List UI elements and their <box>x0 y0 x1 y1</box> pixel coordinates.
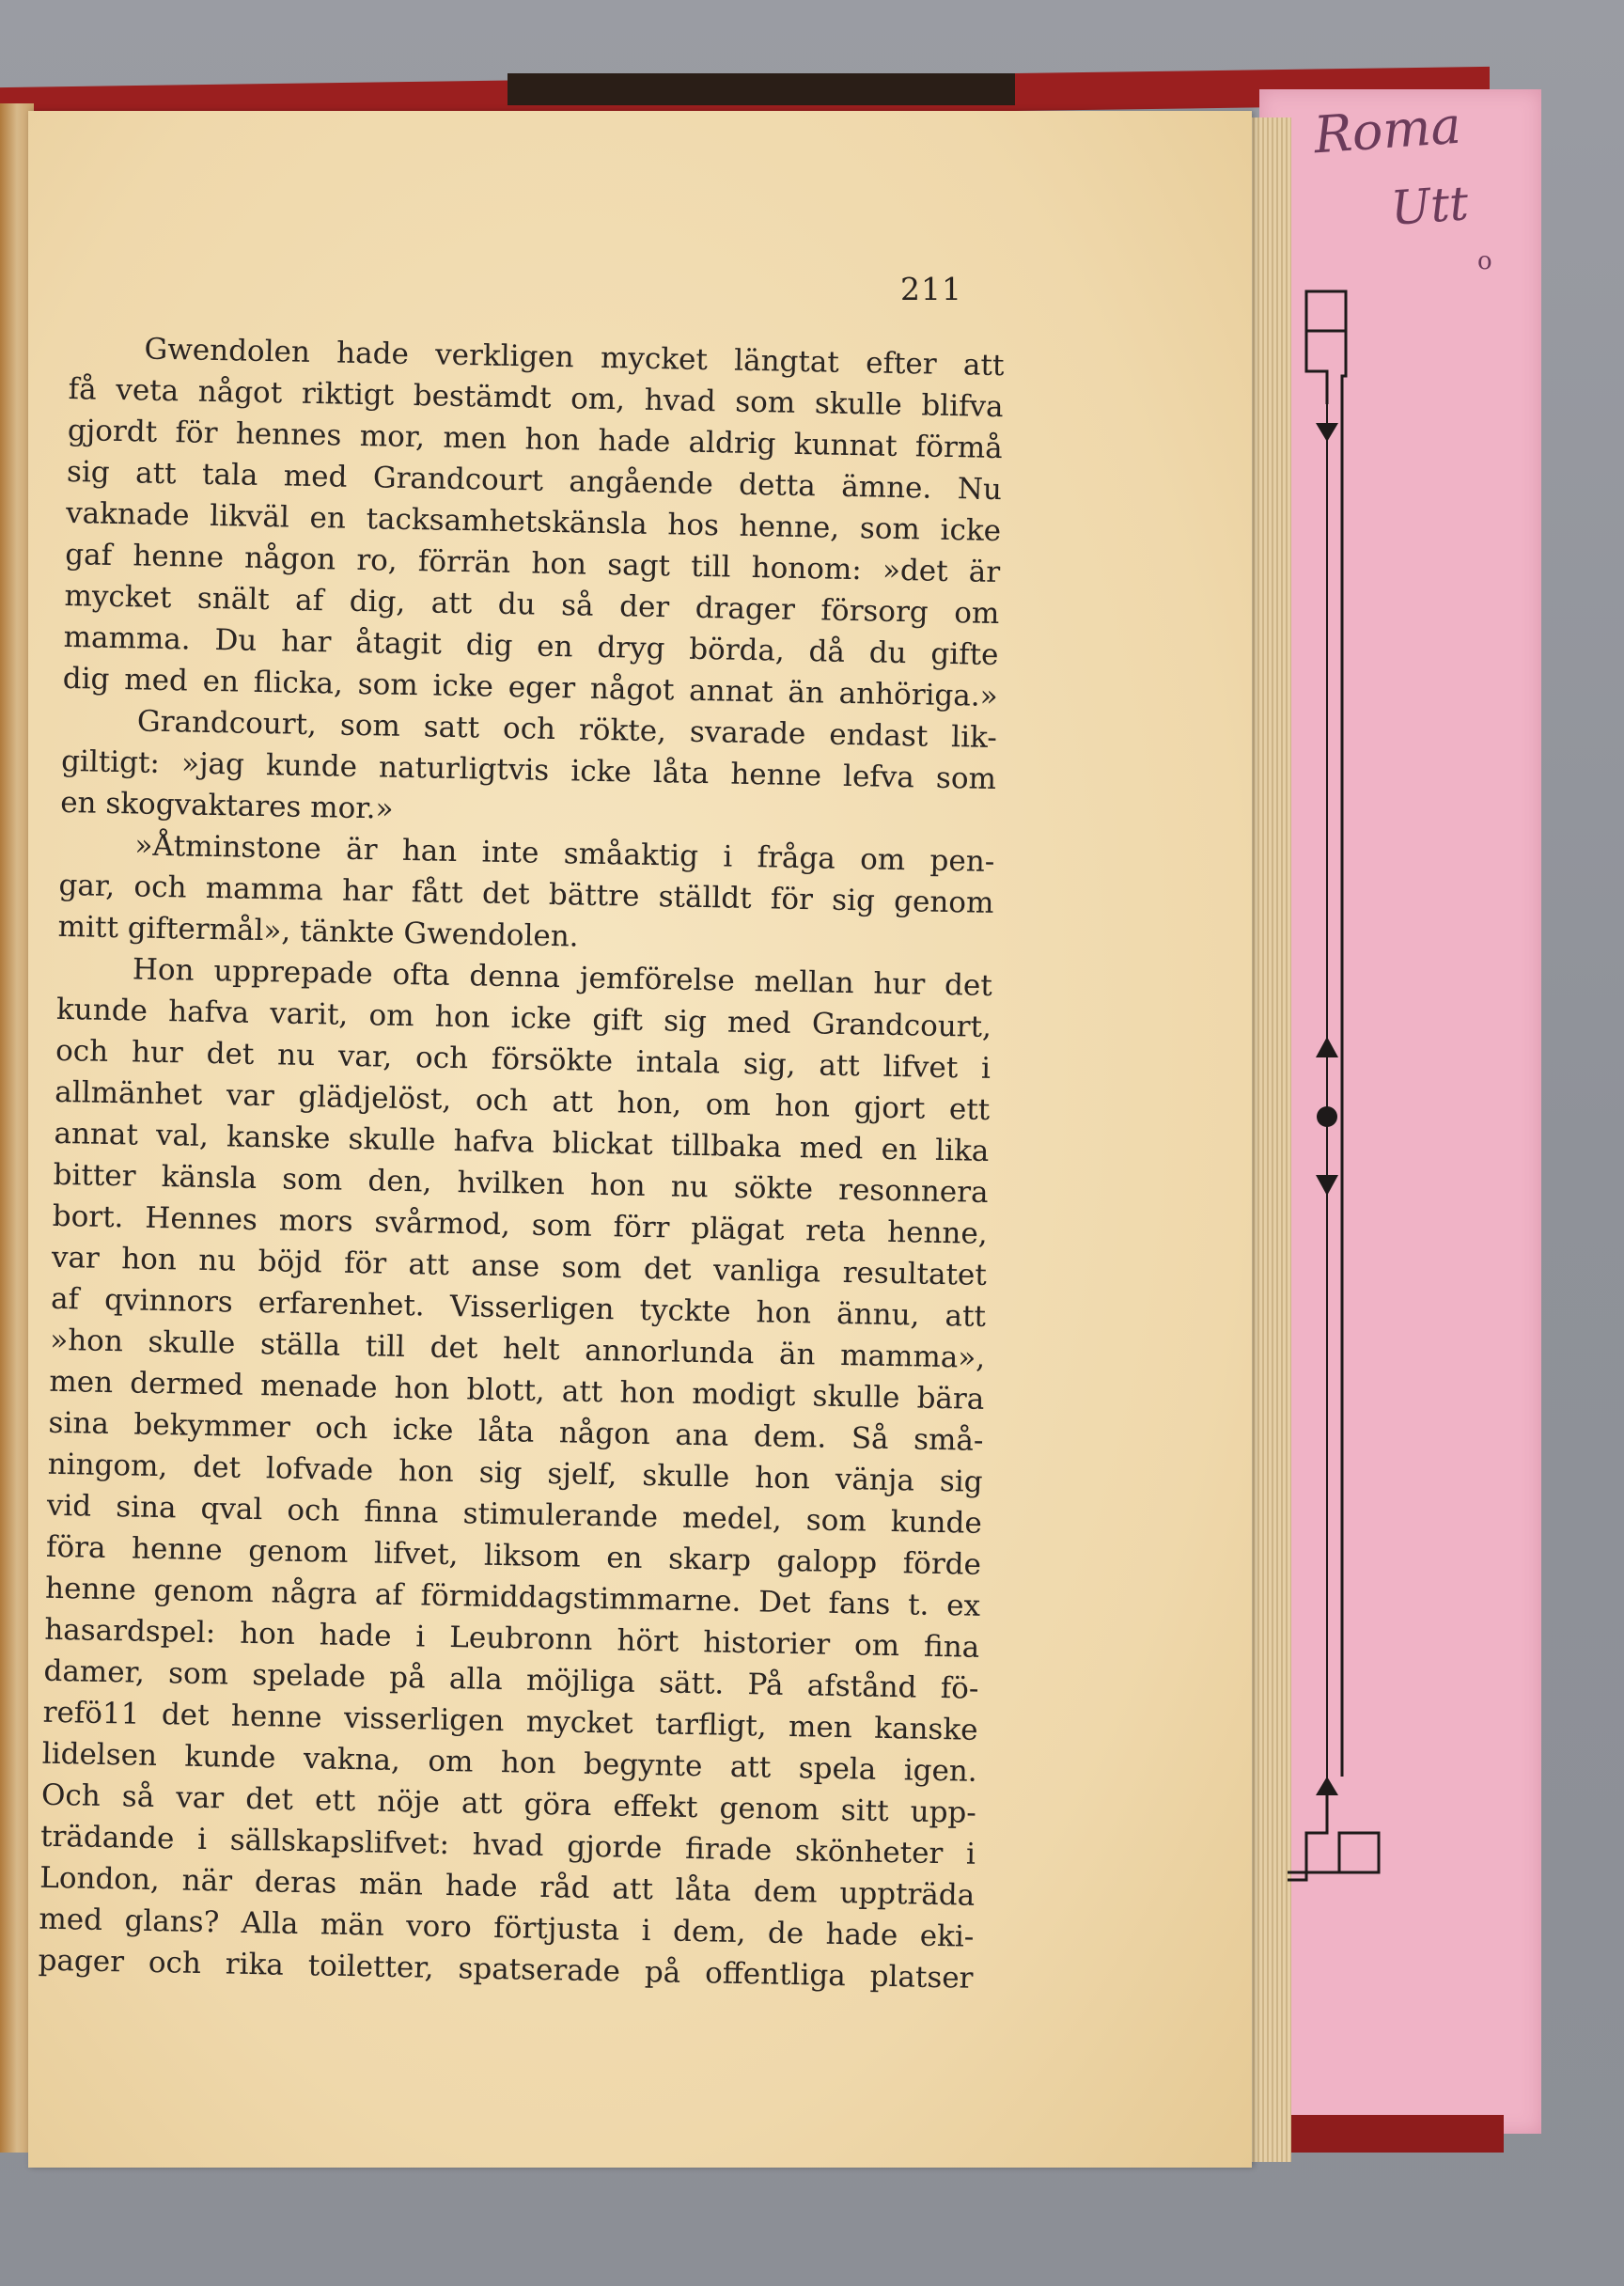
text-line: London, när deras män hade råd att låta dem uppträda <box>39 1860 976 1913</box>
text-line: allmänhet var glädjelöst, och att hon, om hon gjort ett <box>55 1074 991 1127</box>
text-line: Gwendolen hade verkligen mycket längtat efter att <box>144 332 1005 384</box>
arrow-up-icon <box>1316 1037 1338 1057</box>
diagram-top-line <box>1306 331 1327 404</box>
text-line: »hon skulle ställa till det helt annorlunda än mamma», <box>49 1323 986 1375</box>
text-line: föra henne genom lifvet, liksom en skarp galopp förde <box>45 1529 982 1582</box>
text-line: annat val, kanske skulle hafva blickat tillbaka med en lika <box>54 1116 990 1168</box>
text-line: Grandcourt, som satt och rökte, svarade endast lik- <box>136 704 998 756</box>
diagram-right-line <box>1342 331 1346 1777</box>
text-line: mycket snält af dig, att du så der drager försorg om <box>64 578 1000 632</box>
book-spine-dark <box>508 73 1015 105</box>
diagram-bottom-line <box>1288 1786 1327 1880</box>
handwriting-title: Roma <box>1311 95 1463 165</box>
text-line: med glans? Alla män voro förtjusta i dem, de hade eki- <box>39 1902 975 1954</box>
text-line: mitt giftermål», tänkte Gwendolen. <box>57 909 579 954</box>
text-line: damer, som spelade på alla möjliga sätt. På afstånd fö- <box>43 1653 979 1706</box>
text-line: refö11 det henne visserligen mycket tarfligt, men kanske <box>42 1695 978 1747</box>
text-line: dig med en flicka, som icke eger något annat än anhöriga.» <box>62 661 998 714</box>
text-line: gaf henne någon ro, förrän hon sagt till honom: »det är <box>65 537 1001 590</box>
book-cover-bottom <box>1278 2115 1504 2153</box>
text-line: Och så var det ett nöje att göra effekt genom sitt upp- <box>40 1777 977 1830</box>
dot-icon <box>1317 1106 1337 1127</box>
body-text <box>38 327 1005 1999</box>
text-line: hasardspel: hon hade i Leubronn hört historier om fina <box>44 1612 980 1665</box>
text-line: en skogvaktares mor.» <box>59 785 394 826</box>
handwriting-mark: o <box>1477 247 1492 275</box>
insert-diagram <box>1288 282 1419 1974</box>
arrow-up-icon <box>1316 1777 1338 1795</box>
text-line: bort. Hennes mors svårmod, som förr plägat reta henne, <box>52 1198 989 1251</box>
text-line: sig att tala med Grandcourt angående detta ämne. Nu <box>66 454 1003 508</box>
text-line: och hur det nu var, och försökte intala sig, att lifvet i <box>55 1033 992 1086</box>
diagram-bottom-box <box>1339 1833 1379 1872</box>
text-line: men dermed menade hon blott, att hon modigt skulle bära <box>49 1364 985 1417</box>
arrow-down-icon <box>1316 423 1338 442</box>
text-line: giltigt: »jag kunde naturligtvis icke låta henne lefva som <box>60 744 997 797</box>
arrow-down-icon <box>1316 1175 1338 1196</box>
text-line: kunde hafva varit, om hon icke gift sig med Grandcourt, <box>55 992 992 1044</box>
handwriting-subtitle: Utt <box>1389 176 1471 236</box>
text-line: vaknade likväl en tacksamhetskänsla hos henne, som icke <box>65 495 1002 549</box>
text-line: »Åtminstone är han inte småaktig i fråga om pen- <box>134 828 995 879</box>
text-line: vid sina qval och finna stimulerande medel, som kunde <box>46 1488 983 1541</box>
text-line: pager och rika toiletter, spatserade på offentliga platser <box>38 1943 974 1996</box>
text-line: få veta något riktigt bestämdt om, hvad som skulle blifva <box>68 371 1004 425</box>
page-number: 211 <box>900 271 962 307</box>
text-line: ningom, det lofvade hon sig sjelf, skulle hon vänja sig <box>47 1447 983 1499</box>
text-line: gjordt för hennes mor, men hon hade aldrig kunnat förmå <box>67 413 1004 466</box>
text-line: af qvinnors erfarenhet. Visserligen tyckte hon ännu, att <box>50 1281 987 1334</box>
text-line: mamma. Du har åtagit dig en dryg börda, då du gifte <box>63 619 999 673</box>
text-line: bitter känsla som den, hvilken hon nu sökte resonnera <box>53 1157 989 1210</box>
text-line: trädande i sällskapslifvet: hvad gjorde firade skönheter i <box>39 1819 976 1871</box>
text-line: Hon upprepade ofta denna jemförelse mellan hur det <box>132 952 993 1003</box>
text-line: henne genom några af förmiddagstimmarne. Det fans t. ex <box>44 1571 981 1623</box>
diagram-top-box <box>1306 291 1346 331</box>
text-line: lidelsen kunde vakna, om hon begynte att spela igen. <box>41 1736 978 1789</box>
text-line: gar, och mamma har fått det bättre ställdt för sig genom <box>58 868 994 920</box>
text-line: sina bekymmer och icke låta någon ana dem. Så små- <box>48 1405 984 1458</box>
text-line: var hon nu böjd för att anse som det vanliga resultatet <box>51 1240 988 1292</box>
